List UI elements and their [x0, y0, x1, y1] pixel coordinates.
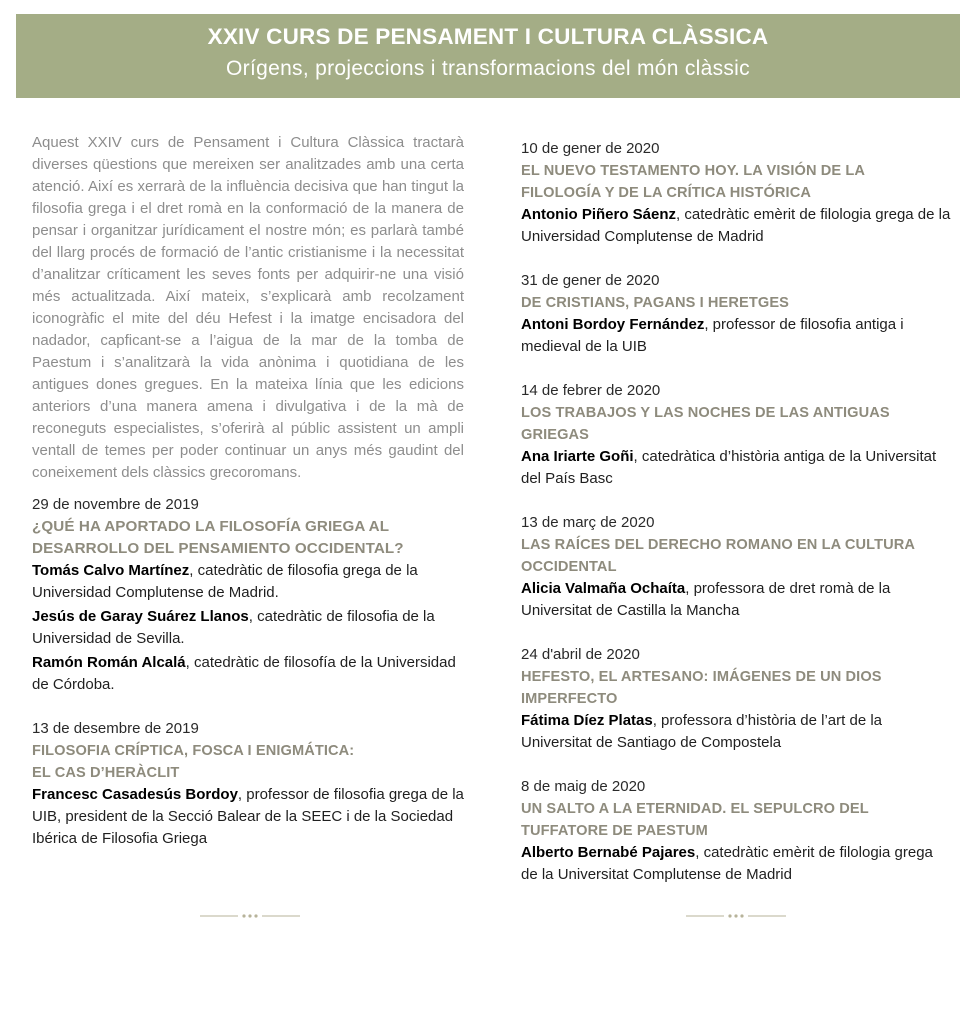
- course-title: XXIV CURS DE PENSAMENT I CULTURA CLÀSSICA: [207, 24, 769, 49]
- event-date: 29 de novembre de 2019: [32, 496, 199, 513]
- speaker-name: Jesús de Garay Suárez Llanos: [32, 608, 249, 625]
- event-title: ¿QUÉ HA APORTADO LA FILOSOFÍA GRIEGA AL DESARROLLO DEL PENSAMIENTO OCCIDENTAL?: [32, 518, 404, 557]
- left-column: [32, 132, 464, 872]
- event: [521, 512, 953, 622]
- event-title: FILOSOFIA CRÍPTICA, FOSCA I ENIGMÁTICA: EL CAS D’HERÀCLIT: [32, 743, 355, 781]
- event-title: DE CRISTIANS, PAGANS I HERETGES: [521, 295, 789, 311]
- speaker-affiliation: , professor de filosofia grega de la UIB, president de la Secció Balear de la SEEC i de la Sociedad Ibérica de Filosofia Griega: [32, 786, 464, 847]
- ornament-divider-right: [684, 906, 788, 926]
- event-date: 14 de febrer de 2020: [521, 382, 661, 399]
- speaker: [521, 842, 953, 886]
- event-title: LOS TRABAJOS Y LAS NOCHES DE LAS ANTIGUAS GRIEGAS: [521, 405, 890, 443]
- speaker: [521, 314, 953, 358]
- event-date: 13 de desembre de 2019: [32, 720, 199, 737]
- speaker: [521, 578, 953, 622]
- speaker-name: Ana Iriarte Goñi: [521, 448, 634, 465]
- speaker-name: Tomás Calvo Martínez: [32, 562, 190, 579]
- speaker-affiliation: , professora de dret romà de la Universitat de Castilla la Mancha: [521, 580, 891, 619]
- speaker: [521, 710, 953, 754]
- speaker-name: Antonio Piñero Sáenz: [521, 206, 677, 223]
- event: [521, 644, 953, 754]
- speaker-name: Fátima Díez Platas: [521, 712, 653, 729]
- event-title: LAS RAÍCES DEL DERECHO ROMANO EN LA CULTURA OCCIDENTAL: [521, 537, 915, 575]
- event: [32, 494, 464, 696]
- speaker-affiliation: , professora d’història de l’art de la Universitat de Santiago de Compostela: [521, 712, 883, 751]
- event: [32, 718, 464, 850]
- speaker: [521, 204, 953, 248]
- speaker-affiliation: , catedràtica d’història antiga de la Universitat del País Basc: [521, 448, 937, 487]
- speaker-affiliation: , catedràtic de filosofia de la Universidad de Sevilla.: [32, 608, 435, 647]
- right-column: [521, 138, 953, 908]
- event-date: 10 de gener de 2020: [521, 140, 660, 157]
- speaker: [521, 446, 953, 490]
- course-subtitle: Orígens, projeccions i transformacions del món clàssic: [226, 57, 750, 80]
- header-banner: [16, 14, 960, 98]
- event: [521, 270, 953, 358]
- speaker-affiliation: , professor de filosofia antiga i medieval de la UIB: [521, 316, 904, 355]
- speaker-affiliation: , catedràtic emèrit de filologia grega de la Universidad Complutense de Madrid: [521, 206, 951, 245]
- speaker: [32, 652, 464, 696]
- event: [521, 380, 953, 490]
- speaker: [32, 606, 464, 650]
- intro-paragraph: Aquest XXIV curs de Pensament i Cultura Clàssica tractarà diverses qüestions que mereixen ser analitzades amb una certa atenció. Així es xerrarà de la influència decisiva que han tingut la filosofia grega i el dret romà en la conformació de la manera de pensar i organitzar jurídicament el nostre món; es parlarà també del llarg procés de formació de l’antic cristianisme i la necessitat d’analitzar críticament les seves fonts per adquirir-ne una visió més actualitzada. Així mateix, s’explicarà amb recolzament iconogràfic el mite del déu Hefest i la imatge encisadora del nadador, capficant-se a l’aigua de la mar de la tomba de Paestum i s’analitzarà la vida anònima i quotidiana de les antigues dones gregues. En la mateixa línia que les edicions anteriors d’una manera amena i divulgativa i de la mà de reconeguts especialistes, s’oferirà al públic assistent un ampli ventall de temes per poder continuar un anys més gaudint del coneixement dels clàssics grecoromans.: [32, 134, 464, 481]
- speaker-name: Ramón Román Alcalá: [32, 654, 186, 671]
- speaker-name: Alberto Bernabé Pajares: [521, 844, 696, 861]
- speaker: [32, 560, 464, 604]
- speaker-affiliation: , catedràtic emèrit de filologia grega de la Universitat Complutense de Madrid: [521, 844, 933, 883]
- speaker-name: Alicia Valmaña Ochaíta: [521, 580, 686, 597]
- ornament-divider-left: [198, 906, 302, 926]
- speaker: [32, 784, 464, 850]
- speaker-name: Francesc Casadesús Bordoy: [32, 786, 238, 803]
- event-date: 24 d'abril de 2020: [521, 646, 640, 663]
- event-title: UN SALTO A LA ETERNIDAD. EL SEPULCRO DEL TUFFATORE DE PAESTUM: [521, 801, 869, 839]
- event-date: 8 de maig de 2020: [521, 778, 646, 795]
- speaker-affiliation: , catedràtic de filosofia grega de la Universidad Complutense de Madrid.: [32, 562, 418, 601]
- event: [521, 776, 953, 886]
- event: [521, 138, 953, 248]
- speaker-affiliation: , catedràtic de filosofía de la Universidad de Córdoba.: [32, 654, 456, 693]
- event-title: HEFESTO, EL ARTESANO: IMÁGENES DE UN DIOS IMPERFECTO: [521, 669, 882, 707]
- event-date: 13 de març de 2020: [521, 514, 655, 531]
- event-date: 31 de gener de 2020: [521, 272, 660, 289]
- event-title: EL NUEVO TESTAMENTO HOY. LA VISIÓN DE LA FILOLOGÍA Y DE LA CRÍTICA HISTÓRICA: [521, 163, 865, 201]
- speaker-name: Antoni Bordoy Fernández: [521, 316, 705, 333]
